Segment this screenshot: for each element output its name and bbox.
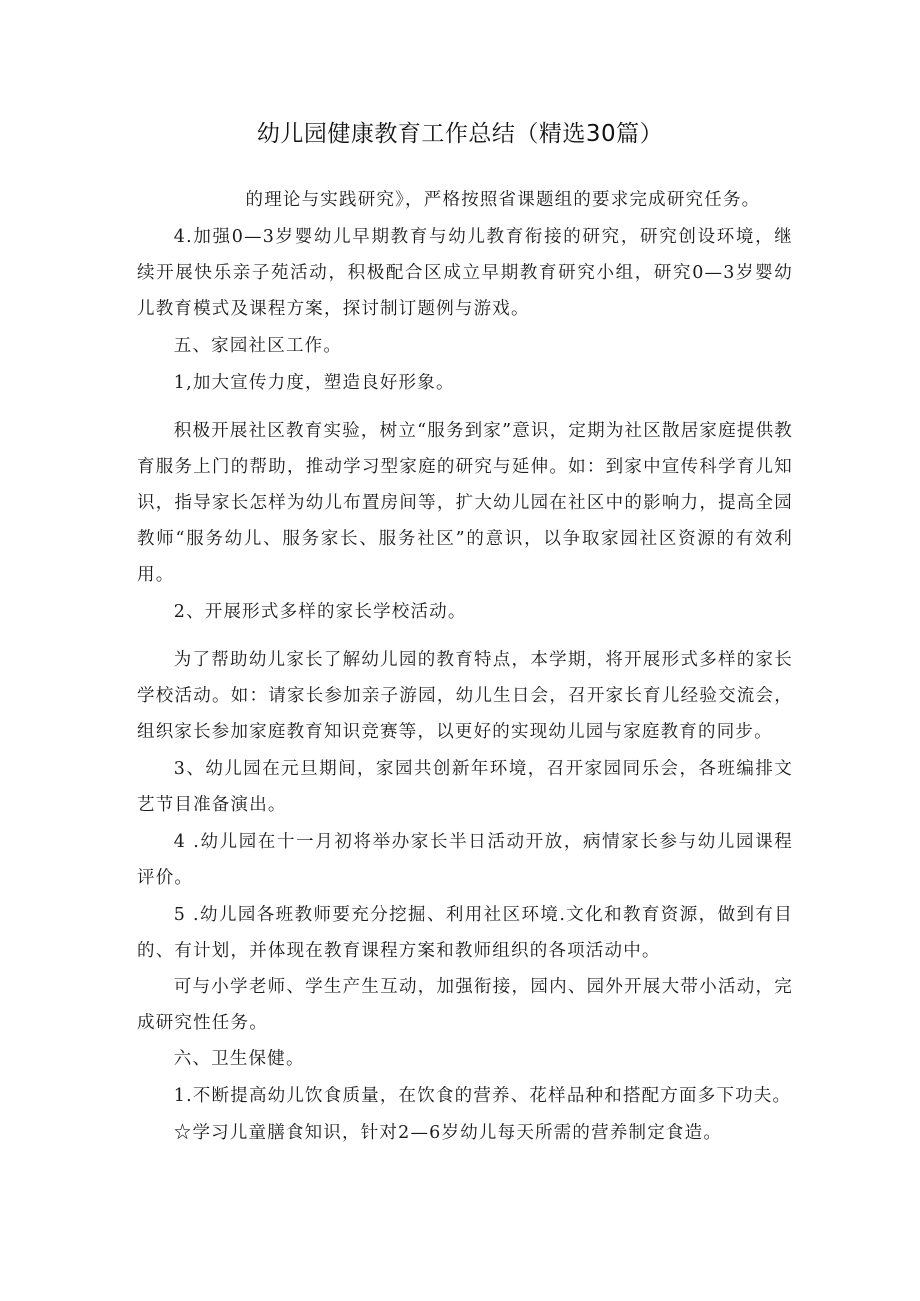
paragraph-item-4-early-education: 4.加强0—3岁婴幼儿早期教育与幼儿教育衔接的研究，研究创设环境，继续开展快乐亲子苑活动，积极配合区成立早期教育研究小组，研究0—3岁婴幼儿教育模式及课程方案，探讨制订题例与游戏。 xyxy=(137,227,793,319)
document-title: 幼儿园健康教育工作总结（精选30篇） xyxy=(256,121,664,147)
paragraph-item-4-open-day: 4 .幼儿园在十一月初将举办家长半日活动开放，病情家长参与幼儿园课程评价。 xyxy=(137,832,793,888)
subheading-publicity: 1,加大宣传力度，塑造良好形象。 xyxy=(173,373,455,393)
paragraph-item-1-diet-quality: 1.不断提高幼儿饮食质量，在饮食的营养、花样品种和搭配方面多下功夫。 xyxy=(173,1086,792,1106)
section-heading-health-care: 六、卫生保健。 xyxy=(173,1049,305,1069)
paragraph-star-nutrition: ☆学习儿童膳食知识，针对2—6岁幼儿每天所需的营养制定食造。 xyxy=(173,1123,723,1143)
document-body xyxy=(137,182,793,1151)
paragraph-continuation: 的理论与实践研究》，严格按照省课题组的要求完成研究任务。 xyxy=(245,190,761,210)
paragraph-primary-school-interaction: 可与小学老师、学生产生互动，加强衔接，园内、园外开展大带小活动，完成研究性任务。 xyxy=(137,977,793,1033)
paragraph-item-5-community-resources: 5 .幼儿园各班教师要充分挖掘、利用社区环境.文化和教育资源，做到有目的、有计划，并体现在教育课程方案和教师组织的各项活动中。 xyxy=(137,905,793,961)
subheading-parent-school: 2、开展形式多样的家长学校活动。 xyxy=(173,602,467,622)
section-heading-family-community: 五、家园社区工作。 xyxy=(173,336,343,356)
paragraph-parent-school-activities: 为了帮助幼儿家长了解幼儿园的教育特点，本学期，将开展形式多样的家长学校活动。如：请家长参加亲子游园，幼儿生日会，召开家长育儿经验交流会，组织家长参加家庭教育知识竞赛等，以更好的实现幼儿园与家庭教育的同步。 xyxy=(137,650,793,742)
paragraph-community-education: 积极开展社区教育实验，树立“服务到家”意识，定期为社区散居家庭提供教育服务上门的帮助，推动学习型家庭的研究与延伸。如：到家中宣传科学育儿知识，指导家长怎样为幼儿布置房间等，扩大幼儿园在社区中的影响力，提高全园教师“服务幼儿、服务家长、服务社区”的意识，以争取家园社区资源的有效利用。 xyxy=(137,421,793,585)
paragraph-item-3-new-year: 3、幼儿园在元旦期间，家园共创新年环境，召开家园同乐会，各班编排文艺节目准备演出。 xyxy=(137,759,793,815)
